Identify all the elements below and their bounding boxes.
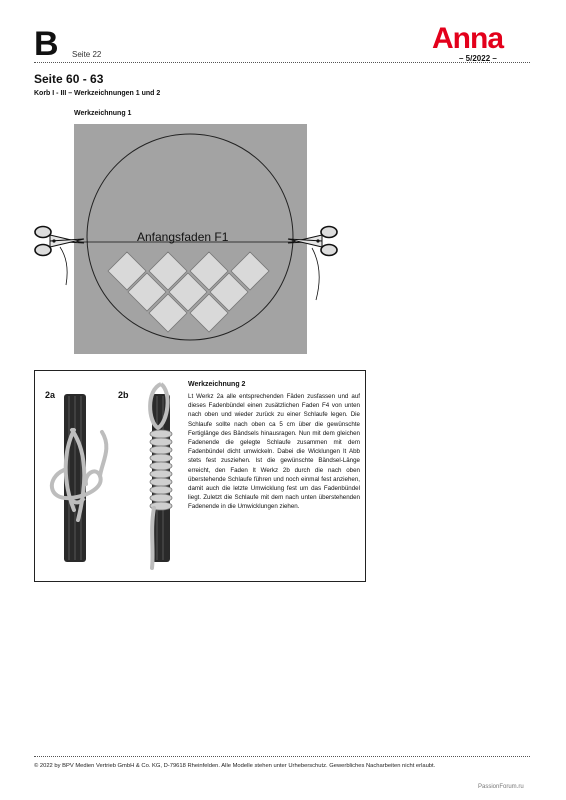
thread-label: Anfangsfaden F1	[137, 230, 229, 244]
page-number: Seite 22	[72, 50, 102, 59]
footer-divider	[34, 756, 530, 757]
figure2-drawings	[34, 370, 184, 582]
watermark: PassionForum.ru	[478, 784, 524, 790]
bundle-2a	[52, 394, 107, 562]
figure1-drawing	[0, 118, 566, 358]
bundle-2b	[150, 384, 172, 568]
figure2-instructions: Lt Werkz 2a alle entsprechenden Fäden zusfassen und auf dieses Fadenbündel einen zusätzlichen Faden F4 von unten nach oben und wieder zurück zu einer Schlaufe legen. Die Schlaufe sollte nach oben ca 5 cm über die gewünschte Fertiglänge des Bändsels hinausragen. Nun mit dem gleichen Fadenende die gelegte Schlaufe zusammen mit dem Fadenbündel dicht umwickeln. Dabei die Wicklungen lt Abb stets fest zusziehen. Ist die gewünschte Bändsel-Länge erreicht, den Faden lt Werkz 2b durch die nach oben überstehende Schlaufe führen und noch einmal fest anziehen, damit auch die letzte Umwicklung fest um das Fadenbündel liegt. Zuletzt die Schlaufe mit dem nach unten überstehenden Fadenende in die Umwicklungen ziehen.	[188, 393, 360, 511]
figure1-label: Werkzeichnung 1	[74, 110, 132, 117]
issue-number: – 5/2022 –	[459, 54, 497, 63]
magazine-logo: Anna	[432, 22, 503, 55]
figure2b-label: 2b	[118, 390, 129, 400]
page-title: Seite 60 - 63	[34, 72, 104, 86]
page-subtitle: Korb I - III – Werkzeichnungen 1 und 2	[34, 90, 161, 97]
section-letter: B	[34, 25, 59, 63]
header-divider	[34, 62, 530, 63]
figure2-title: Werkzeichnung 2	[188, 381, 246, 388]
figure2a-label: 2a	[45, 390, 56, 400]
copyright-notice: © 2022 by BPV Medien Vertrieb GmbH & Co. KG, D-79618 Rheinfelden. Alle Modelle stehen unter Urheberschutz. Gewerbliches Nacharbeiten nicht erlaubt.	[34, 763, 436, 769]
